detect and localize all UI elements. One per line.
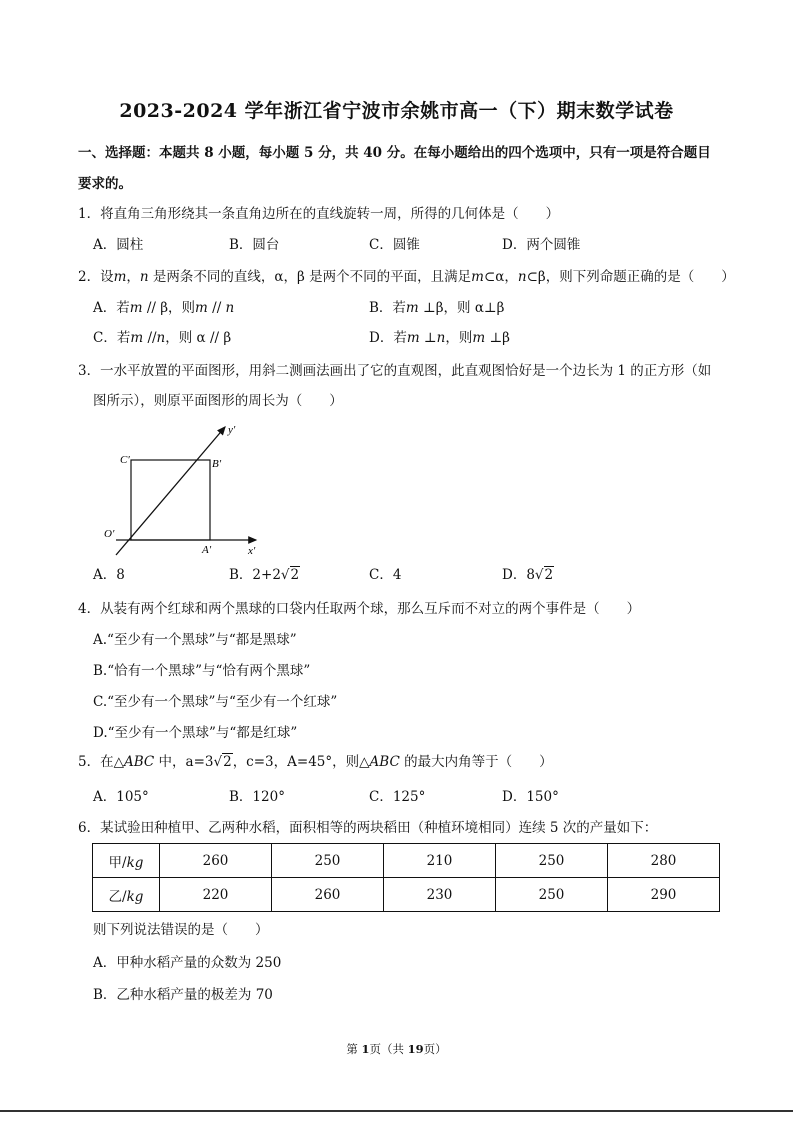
label-x: x′ xyxy=(248,545,256,557)
question-3-line2: 图所示），则原平面图形的周长为（ ） xyxy=(93,393,343,409)
q5-triangle-name: ABC xyxy=(123,754,155,770)
section-header-line2: 要求的。 xyxy=(78,176,132,192)
table-cell: 280 xyxy=(608,844,720,878)
q5-triangle-name: ABC xyxy=(369,754,400,770)
q3-option-d xyxy=(502,565,554,585)
q2-part: ⊂α， xyxy=(483,269,518,285)
q2c-var: n xyxy=(156,330,166,346)
q2-part: 2．设 xyxy=(78,269,114,285)
question-2-text xyxy=(78,267,735,287)
q2c-part: C．若 xyxy=(93,330,131,346)
yield-table xyxy=(92,843,720,912)
q4-option-b: B.“恰有一个黑球”与“恰有两个黑球” xyxy=(93,663,311,679)
row-label-yi xyxy=(93,878,160,912)
question-6-text: 6．某试验田种植甲、乙两种水稻，面积相等的两块稻田（种植环境相同）连续 5 次的产量如下： xyxy=(78,820,658,836)
row-label-unit: kg xyxy=(126,854,144,871)
q2-option-b xyxy=(369,298,504,318)
q5-part: 5．在△ xyxy=(78,754,124,770)
q3d-radicand: 2 xyxy=(544,567,554,583)
q2d-part: ⊥ xyxy=(419,330,437,346)
row-label-text: 乙/ xyxy=(108,888,127,905)
table-cell: 230 xyxy=(384,878,496,912)
question-6-followup: 则下列说法错误的是（ ） xyxy=(93,922,269,938)
q2c-part: ，则 α // β xyxy=(165,330,232,346)
q3-option-a: A．8 xyxy=(93,567,125,583)
q5-part: a=3 xyxy=(185,754,214,770)
footer-page-number: 1 xyxy=(361,1042,370,1056)
q5-part: 中， xyxy=(154,754,186,770)
q5-part: ，c=3，A=45°，则△ xyxy=(232,754,370,770)
q2c-part: // xyxy=(143,330,157,346)
sqrt-symbol: √2 xyxy=(534,567,554,583)
row-label-unit: kg xyxy=(126,888,144,905)
q1-option-c: C．圆锥 xyxy=(369,237,420,253)
page-footer xyxy=(0,1041,793,1057)
table-cell: 250 xyxy=(496,878,608,912)
table-cell: 250 xyxy=(496,844,608,878)
table-cell: 250 xyxy=(272,844,384,878)
q2b-part: ⊥β，则 α⊥β xyxy=(418,300,505,316)
question-3-line1: 3．一水平放置的平面图形，用斜二测画法画出了它的直观图，此直观图恰好是一个边长为 1 的正方形（如 xyxy=(78,363,712,379)
q2-var-n: n xyxy=(139,269,149,285)
row-label-text: 甲/ xyxy=(108,854,127,871)
bottom-divider xyxy=(0,1110,793,1112)
q2d-part: ⊥β xyxy=(485,330,510,346)
q2-var-m: m xyxy=(113,269,127,285)
q5-part: 的最大内角等于（ ） xyxy=(399,754,553,770)
q2b-part: B．若 xyxy=(369,300,406,316)
question-1-text: 1．将直角三角形绕其一条直角边所在的直线旋转一周，所得的几何体是（ ） xyxy=(78,206,560,222)
y-axis xyxy=(116,427,225,555)
q2-part: ⊂β，则下列命题正确的是（ ） xyxy=(526,269,735,285)
label-c: C′ xyxy=(120,454,130,466)
label-b: B′ xyxy=(212,458,222,470)
sqrt-symbol: √2 xyxy=(213,754,232,770)
square-shape xyxy=(131,460,210,540)
page-title: 2023-2024 学年浙江省宁波市余姚市高一（下）期末数学试卷 xyxy=(119,100,674,122)
q5-option-a: A．105° xyxy=(93,789,149,805)
table-cell: 210 xyxy=(384,844,496,878)
q6-option-a: A．甲种水稻产量的众数为 250 xyxy=(93,955,282,971)
q3-option-c: C．4 xyxy=(369,567,402,583)
q2a-var: m xyxy=(129,300,143,316)
q2-option-a xyxy=(93,298,234,318)
q2d-part: ，则 xyxy=(445,330,473,346)
label-o: O′ xyxy=(104,528,115,540)
q2-option-d xyxy=(369,328,510,348)
table-cell: 290 xyxy=(608,878,720,912)
q3b-part: B．2+2 xyxy=(229,567,281,583)
label-y: y′ xyxy=(228,424,236,436)
q2a-var: n xyxy=(225,300,235,316)
footer-part: 第 xyxy=(346,1042,362,1056)
q5-option-c: C．125° xyxy=(369,789,426,805)
q1-option-a: A．圆柱 xyxy=(93,237,144,253)
footer-part: 页） xyxy=(423,1042,447,1056)
q2-part: ， xyxy=(126,269,140,285)
q1-option-b: B．圆台 xyxy=(229,237,280,253)
row-label-jia xyxy=(93,844,160,878)
q2d-var: m xyxy=(472,330,486,346)
q5-option-d: D．150° xyxy=(502,789,559,805)
table-row xyxy=(93,844,720,878)
q1-option-d: D．两个圆锥 xyxy=(502,237,581,253)
q2-part: 是两条不同的直线，α，β 是两个不同的平面，且满足 xyxy=(148,269,472,285)
q2a-part: // β，则 xyxy=(142,300,196,316)
footer-total-pages: 19 xyxy=(407,1042,424,1056)
q2a-var: m xyxy=(195,300,208,316)
q2b-var: m xyxy=(405,300,419,316)
q2d-var: n xyxy=(436,330,446,346)
q4-option-d: D.“至少有一个黑球”与“都是红球” xyxy=(93,725,298,741)
q6-option-b: B．乙种水稻产量的极差为 70 xyxy=(93,987,273,1003)
table-cell: 220 xyxy=(160,878,272,912)
footer-part: 页（共 xyxy=(369,1042,408,1056)
section-header xyxy=(78,139,728,198)
q5-option-b: B．120° xyxy=(229,789,285,805)
section-header-line1: 一、选择题：本题共 8 小题，每小题 5 分，共 40 分。在每小题给出的四个选项中，只有一项是符合题目 xyxy=(78,145,711,161)
question-5-text xyxy=(78,752,553,772)
q2-var-m: m xyxy=(471,269,484,285)
table-cell: 260 xyxy=(160,844,272,878)
q4-option-c: C.“至少有一个黑球”与“至少有一个红球” xyxy=(93,694,338,710)
label-a: A′ xyxy=(202,544,212,556)
q2a-part: A．若 xyxy=(93,300,130,316)
q2c-var: m xyxy=(130,330,144,346)
table-row xyxy=(93,878,720,912)
q2a-part: // xyxy=(207,300,226,316)
q3d-part: D．8 xyxy=(502,567,535,583)
q2-var-n: n xyxy=(517,269,527,285)
q5-radicand: 2 xyxy=(223,754,232,770)
q3b-radicand: 2 xyxy=(290,567,300,583)
q2-option-c xyxy=(93,328,231,348)
table-cell: 260 xyxy=(272,878,384,912)
oblique-projection-figure xyxy=(100,415,270,560)
q2d-part: D．若 xyxy=(369,330,407,346)
question-4-text: 4．从装有两个红球和两个黑球的口袋内任取两个球，那么互斥而不对立的两个事件是（ ） xyxy=(78,601,641,617)
q3-option-b xyxy=(229,565,300,585)
q4-option-a: A.“至少有一个黑球”与“都是黑球” xyxy=(93,632,297,648)
q2d-var: m xyxy=(406,330,420,346)
sqrt-symbol: √2 xyxy=(280,567,300,583)
